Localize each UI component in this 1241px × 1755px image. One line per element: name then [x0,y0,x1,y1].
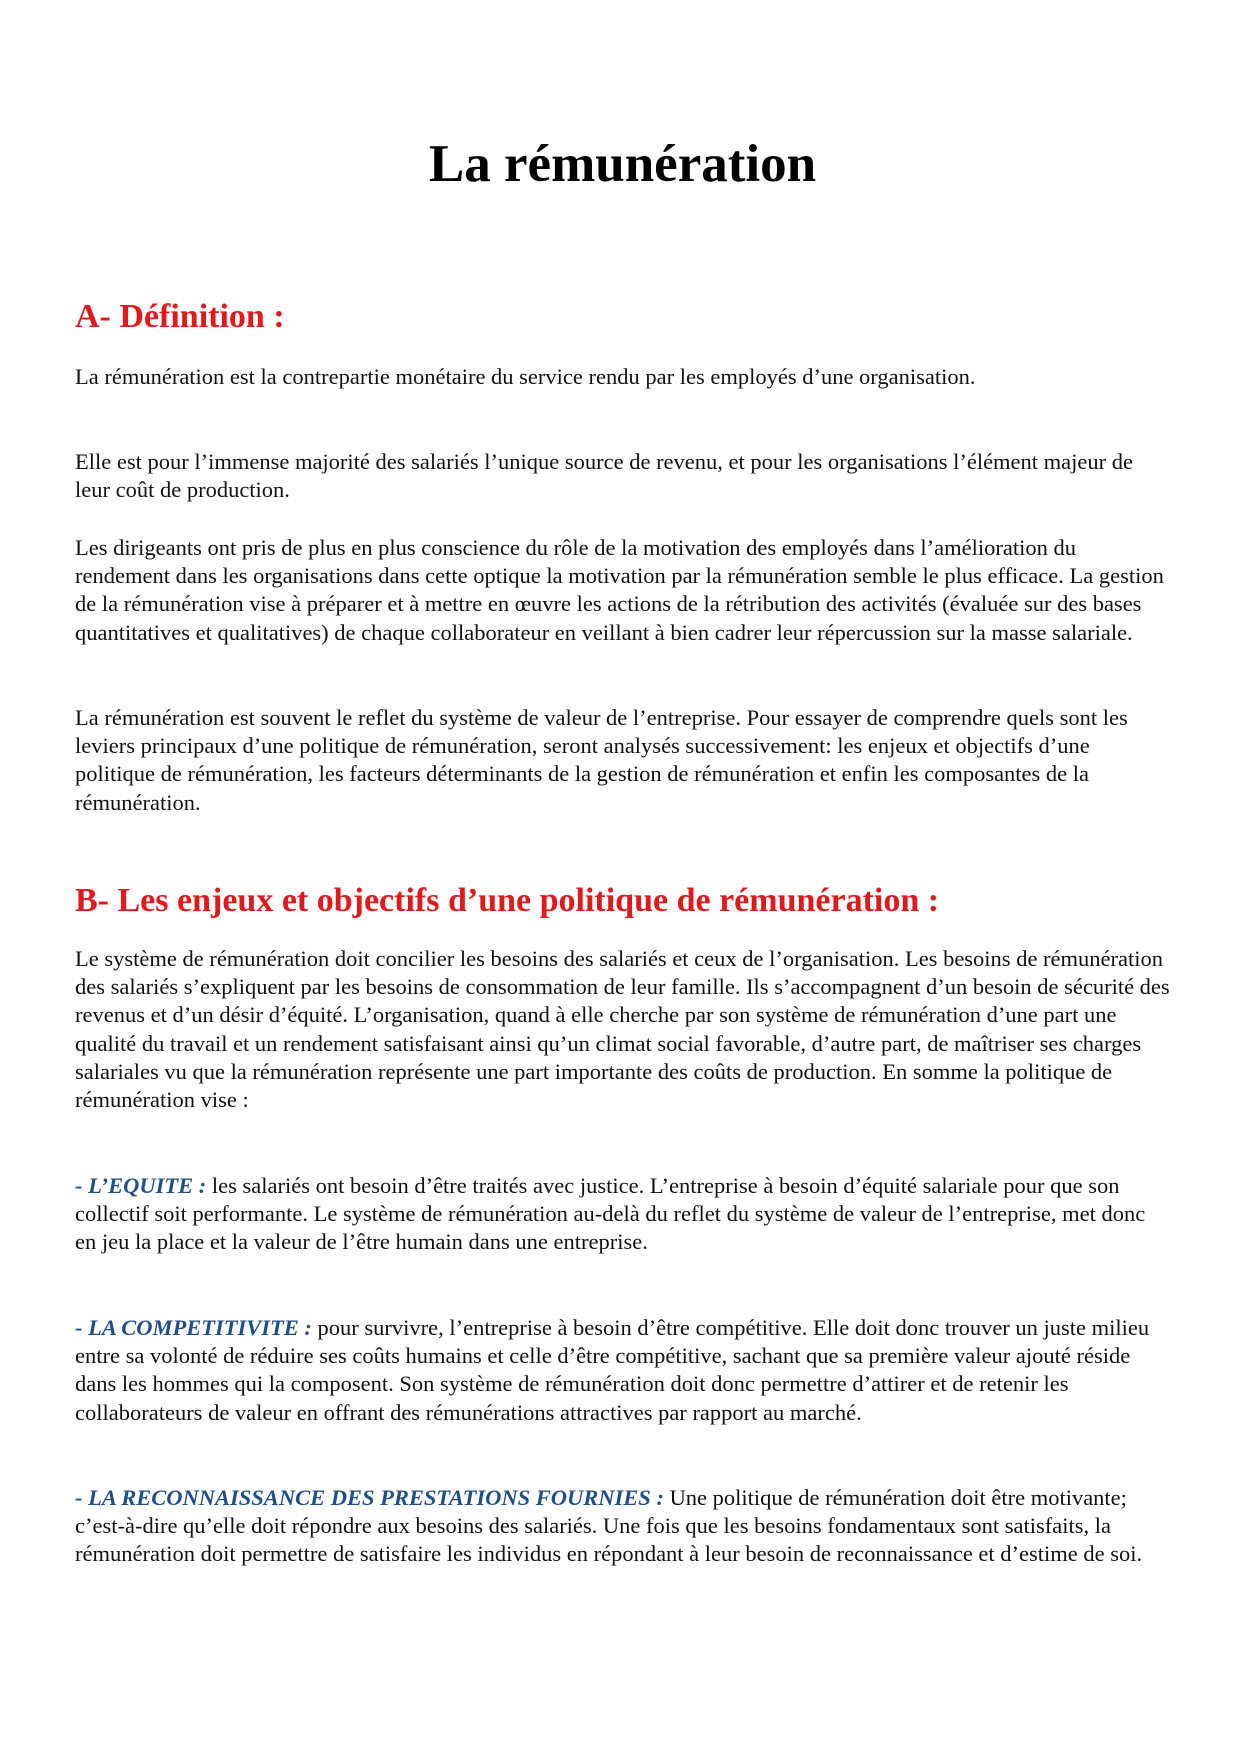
objective-equity [75,1172,1170,1257]
objective-equity-text: les salariés ont besoin d’être traités avec justice. L’entreprise à besoin d’équité salariale pour que son collectif soit performante. Le système de rémunération au-delà du reflet du système de valeur de l’entreprise, met donc en jeu la place et la valeur de l’être humain dans une entreprise. [75,1173,1146,1255]
objective-competitiveness [75,1314,1170,1427]
objective-recognition-term: - LA RECONNAISSANCE DES PRESTATIONS FOURNIES : [75,1485,664,1510]
objective-recognition [75,1484,1170,1569]
section-b-heading: B- Les enjeux et objectifs d’une politique de rémunération : [75,882,940,919]
definition-paragraph-3: Les dirigeants ont pris de plus en plus conscience du rôle de la motivation des employés dans l’amélioration du rendement dans les organisations dans cette optique la motivation par la rémunération semble le plus efficace. La gestion de la rémunération vise à préparer et à mettre en œuvre les actions de la rétribution des activités (évaluée sur des bases quantitatives et qualitatives) de chaque collaborateur en veillant à bien cadrer leur répercussion sur la masse salariale. [75,535,1164,645]
definition-paragraph-1: La rémunération est la contrepartie monétaire du service rendu par les employés d’une organisation. [75,364,976,389]
definition-paragraph-4: La rémunération est souvent le reflet du système de valeur de l’entreprise. Pour essayer de comprendre quels sont les leviers principaux d’une politique de rémunération, seront analysés successivement: les enjeux et objectifs d’une politique de rémunération, les facteurs déterminants de la gestion de rémunération et enfin les composantes de la rémunération. [75,705,1128,815]
objective-recognition-text: Une politique de rémunération doit être motivante; c’est-à-dire qu’elle doit répondre aux besoins des salariés. Une fois que les besoins fondamentaux sont satisfaits, la rémunération doit permettre de satisfaire les individus en répondant à leur besoin de reconnaissance et d’estime de soi. [75,1485,1143,1567]
objective-competitiveness-term: - LA COMPETITIVITE : [75,1315,312,1340]
objectives-intro-paragraph: Le système de rémunération doit concilier les besoins des salariés et ceux de l’organisation. Les besoins de rémunération des salariés s’expliquent par les besoins de consommation de leur famille. Ils s’accompagnent d’un besoin de sécurité des revenus et d’un désir d’équité. L’organisation, quand à elle cherche par son système de rémunération d’une part une qualité du travail et un rendement satisfaisant ainsi qu’un climat social favorable, d’autre part, de maîtriser ses charges salariales vu que la rémunération représente une part importante des coûts de production. En somme la politique de rémunération vise : [75,946,1170,1113]
page-title: La rémunération [428,135,817,193]
objective-equity-term: - L’EQUITE : [75,1173,207,1198]
definition-paragraph-2: Elle est pour l’immense majorité des salariés l’unique source de revenu, et pour les organisations l’élément majeur de leur coût de production. [75,449,1133,503]
objective-competitiveness-text: pour survivre, l’entreprise à besoin d’être compétitive. Elle doit donc trouver un juste milieu entre sa volonté de réduire ses coûts humains et celle d’être compétitive, sachant que sa première valeur ajouté réside dans les hommes qui la composent. Son système de rémunération doit donc permettre d’attirer et de retenir les collaborateurs de valeur en offrant des rémunérations attractives par rapport au marché. [75,1315,1150,1425]
section-a-heading: A- Définition : [75,298,285,335]
